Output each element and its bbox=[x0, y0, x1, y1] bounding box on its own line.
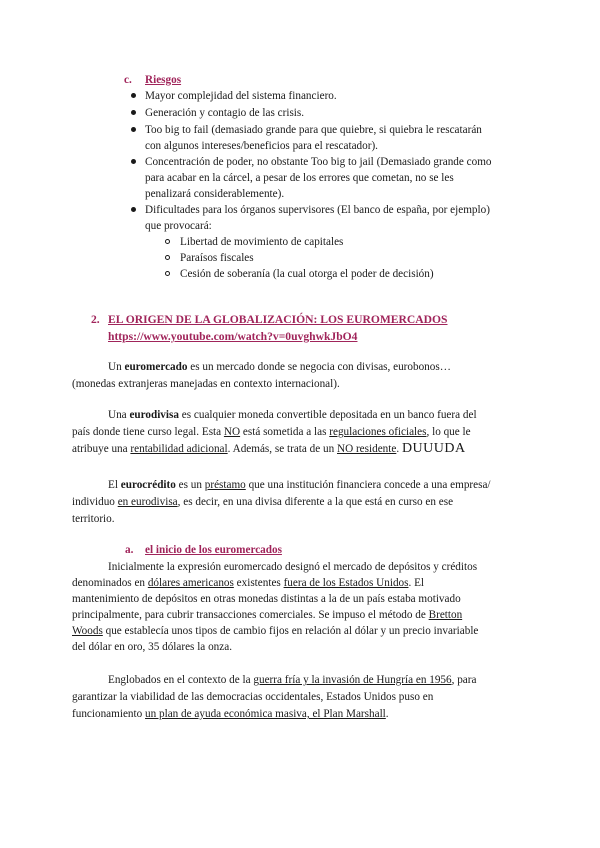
bullet-icon bbox=[131, 110, 136, 115]
paragraph-euromercado-line-1 bbox=[108, 359, 451, 375]
underlined-prestamo: préstamo bbox=[204, 479, 246, 491]
section-marker-c: c. bbox=[124, 74, 132, 86]
riesgos-bullet-5-line-1: Dificultades para los órganos supervisores (El banco de españa, por ejemplo) bbox=[145, 204, 490, 216]
text: está sometida a las bbox=[240, 426, 330, 438]
underlined-plan-marshall: un plan de ayuda económica masiva, el Plan Marshall bbox=[145, 708, 386, 720]
riesgos-subbullet-1: Libertad de movimiento de capitales bbox=[180, 236, 344, 248]
text: que una institución financiera concede a una empresa/ bbox=[245, 479, 491, 491]
underlined-fuera-eeuu: fuera de los Estados Unidos bbox=[283, 577, 409, 589]
riesgos-bullet-1: Mayor complejidad del sistema financiero. bbox=[145, 90, 337, 102]
paragraph-inicio-line-1: Inicialmente la expresión euromercado designó el mercado de depósitos y créditos bbox=[108, 561, 478, 573]
paragraph-englobados-line-1 bbox=[108, 672, 476, 688]
subsection-marker-a: a. bbox=[125, 544, 134, 556]
sub-bullet-icon bbox=[165, 239, 170, 244]
text: es un mercado donde se negocia con divisas, eurobonos… bbox=[187, 361, 451, 373]
underlined-bretton: Bretton bbox=[428, 609, 463, 621]
paragraph-inicio-line-6: del dólar en oro, 35 dólares la onza. bbox=[72, 641, 232, 653]
underlined-no-residente: NO residente bbox=[337, 443, 397, 455]
paragraph-inicio-line-5 bbox=[72, 623, 478, 639]
sub-bullet-icon bbox=[165, 255, 170, 260]
text: existentes bbox=[233, 577, 284, 589]
text: país donde tiene curso legal. Esta bbox=[72, 426, 224, 438]
paragraph-eurocredito-line-1 bbox=[108, 477, 491, 493]
paragraph-eurodivisa-line-3 bbox=[72, 441, 466, 457]
text: El bbox=[108, 479, 121, 491]
text: funcionamiento bbox=[72, 708, 146, 720]
text: es un bbox=[175, 479, 205, 491]
text: Englobados en el contexto de la bbox=[108, 674, 254, 686]
riesgos-bullet-4-line-2: para acabar en la cárcel, a pesar de los errores que cometan, no se les bbox=[145, 172, 454, 184]
text: Un bbox=[108, 361, 125, 373]
text: , para bbox=[451, 674, 477, 686]
riesgos-bullet-5-line-2: que provocará: bbox=[145, 220, 212, 232]
riesgos-bullet-3-line-2: con algunos intereses/beneficios para el rescatador). bbox=[145, 140, 378, 152]
section-2-title: EL ORIGEN DE LA GLOBALIZACIÓN: LOS EUROMERCADOS bbox=[108, 313, 448, 326]
underlined-no: NO bbox=[223, 426, 241, 438]
riesgos-bullet-4-line-1: Concentración de poder, no obstante Too big to jail (Demasiado grande como bbox=[145, 156, 492, 168]
subsection-title-inicio: el inicio de los euromercados bbox=[145, 544, 282, 556]
bullet-icon bbox=[131, 127, 136, 132]
underlined-en-eurodivisa: en eurodivisa bbox=[117, 496, 178, 508]
text: , es decir, en una divisa diferente a la que está en curso en ese bbox=[177, 496, 454, 508]
paragraph-eurocredito-line-2 bbox=[72, 494, 453, 510]
text: . bbox=[385, 708, 389, 720]
paragraph-englobados-line-2: garantizar la viabilidad de las democracias occidentales, Estados Unidos puso en bbox=[72, 691, 434, 703]
note-duda: DUUUDA bbox=[401, 441, 466, 456]
bullet-icon bbox=[131, 207, 136, 212]
term-eurodivisa: eurodivisa bbox=[129, 409, 179, 421]
paragraph-inicio-line-3: mantenimiento de depósitos en otras monedas distintas a la de un país estaba motivado bbox=[72, 593, 461, 605]
text: es cualquier moneda convertible depositada en un banco fuera del bbox=[178, 409, 477, 421]
term-euromercado: euromercado bbox=[124, 361, 188, 373]
underlined-regulaciones: regulaciones oficiales bbox=[329, 426, 427, 438]
paragraph-euromercado-line-2: (monedas extranjeras manejadas en contexto internacional). bbox=[72, 378, 340, 390]
riesgos-bullet-4-line-3: penalizará considerablemente). bbox=[145, 188, 285, 200]
text: atribuye una bbox=[72, 443, 131, 455]
text: . Además, se trata de un bbox=[227, 443, 337, 455]
paragraph-eurodivisa-line-2 bbox=[72, 424, 471, 440]
bullet-icon bbox=[131, 93, 136, 98]
riesgos-bullet-3-line-1: Too big to fail (demasiado grande para que quiebre, si quiebra le rescatarán bbox=[145, 124, 482, 136]
text: . El bbox=[408, 577, 425, 589]
underlined-dolares: dólares americanos bbox=[147, 577, 234, 589]
underlined-rentabilidad: rentabilidad adicional bbox=[130, 443, 228, 455]
riesgos-subbullet-3: Cesión de soberanía (la cual otorga el poder de decisión) bbox=[180, 268, 434, 280]
text: , lo que le bbox=[426, 426, 471, 438]
term-eurocredito: eurocrédito bbox=[120, 479, 176, 491]
underlined-guerra-fria: guerra fría y la invasión de Hungría en 1956 bbox=[253, 674, 452, 686]
paragraph-inicio-line-4 bbox=[72, 607, 462, 623]
paragraph-eurocredito-line-3: territorio. bbox=[72, 513, 115, 525]
text: . bbox=[396, 443, 402, 455]
section-2-video-link[interactable]: https://www.youtube.com/watch?v=0uvghwkJbO4 bbox=[108, 330, 358, 343]
text: denominados en bbox=[72, 577, 148, 589]
text: individuo bbox=[72, 496, 118, 508]
riesgos-subbullet-2: Paraísos fiscales bbox=[180, 252, 254, 264]
text: que establecía unos tipos de cambio fijos en relación al dólar y un precio invariable bbox=[102, 625, 479, 637]
text: Una bbox=[108, 409, 130, 421]
underlined-woods: Woods bbox=[72, 625, 103, 637]
paragraph-englobados-line-3 bbox=[72, 706, 389, 722]
text: principalmente, para cubrir transacciones comerciales. Se impuso el método de bbox=[72, 609, 429, 621]
bullet-icon bbox=[131, 159, 136, 164]
sub-bullet-icon bbox=[165, 271, 170, 276]
riesgos-bullet-2: Generación y contagio de las crisis. bbox=[145, 107, 305, 119]
section-title-riesgos: Riesgos bbox=[145, 74, 182, 86]
paragraph-eurodivisa-line-1 bbox=[108, 407, 477, 423]
paragraph-inicio-line-2 bbox=[72, 575, 424, 591]
section-2-number: 2. bbox=[91, 313, 100, 326]
